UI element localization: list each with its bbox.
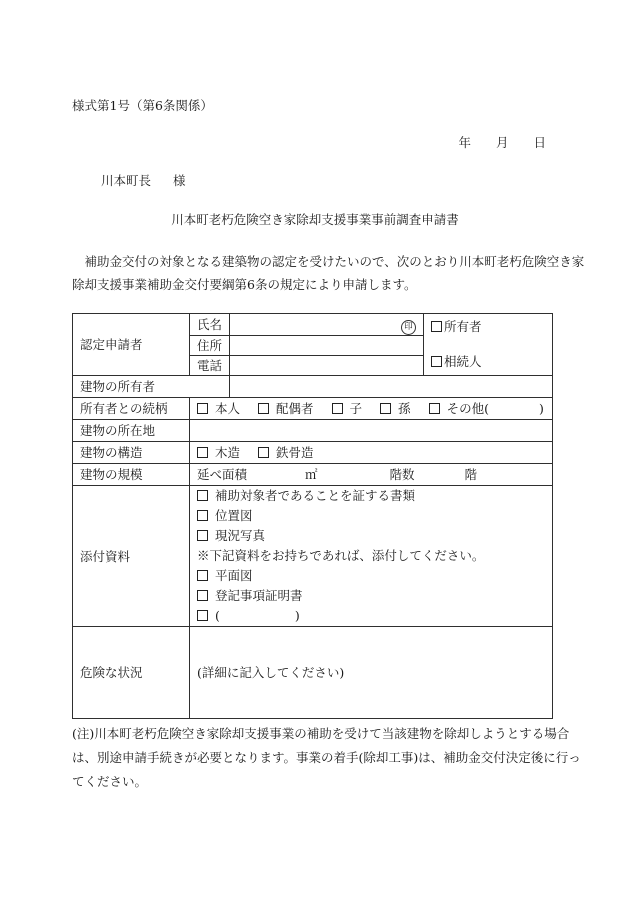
building-owner-field <box>230 375 553 397</box>
attachment-item-floor-plan: 平面図 <box>197 566 545 586</box>
footnote <box>72 722 581 794</box>
footnote-line-3: てください。 <box>72 774 148 789</box>
building-location-field <box>190 419 553 441</box>
floor-area-label: 延べ面積 <box>197 467 248 483</box>
applicant-role-heir <box>431 352 545 370</box>
checkbox-icon <box>380 403 391 414</box>
floors-unit: 階 <box>464 467 478 483</box>
applicant-name-field <box>230 314 424 336</box>
attachment-item-registry-certificate: 登記事項証明書 <box>197 586 545 606</box>
checkbox-icon <box>197 490 208 501</box>
footnote-line-1: (注)川本町老朽危険空き家除却支援事業の補助を受けて当該建物を除却しようとする場合 <box>72 726 570 741</box>
building-scale-label: 建物の規模 <box>73 463 190 485</box>
intro-line-2: 除却支援事業補助金交付要綱第6条の規定により申請します。 <box>72 277 417 292</box>
document-title: 川本町老朽危険空き家除却支援事業事前調査申請書 <box>171 212 459 227</box>
checkbox-icon <box>197 530 208 541</box>
building-structure-label: 建物の構造 <box>73 441 190 463</box>
relationship-option-other: その他( ) <box>429 399 544 417</box>
applicant-label: 認定申請者 <box>73 314 190 376</box>
relationship-label: 所有者との続柄 <box>73 397 190 419</box>
form-number: 様式第1号（第6条関係） <box>72 98 213 113</box>
floors-label: 階数 <box>389 467 415 483</box>
checkbox-icon <box>197 447 208 458</box>
attachments-label: 添付資料 <box>73 485 190 626</box>
applicant-role-owner-label: 所有者 <box>444 319 482 335</box>
relationship-options <box>190 397 553 419</box>
seal-text: 印 <box>404 322 413 332</box>
attachment-item-location-map: 位置図 <box>197 506 545 526</box>
applicant-phone-field <box>230 355 424 375</box>
applicant-address-field <box>230 335 424 355</box>
building-structure-options <box>190 441 553 463</box>
relationship-option-grandchild: 孫 <box>380 399 411 417</box>
addressee-honorific: 様 <box>173 173 186 188</box>
checkbox-icon <box>258 447 269 458</box>
relationship-option-child: 子 <box>332 399 363 417</box>
relationship-option-self: 本人 <box>197 399 240 417</box>
attachment-item-proof: 補助対象者であることを証する書類 <box>197 486 545 506</box>
intro-paragraph <box>72 250 584 296</box>
building-owner-label: 建物の所有者 <box>73 375 230 397</box>
structure-option-steel: 鉄骨造 <box>258 443 314 461</box>
floor-area-unit: ㎡ <box>305 467 318 483</box>
attachments-optional-note: ※下記資料をお持ちであれば、添付してください。 <box>197 547 485 563</box>
danger-status-field: (詳細に記入してください) <box>190 626 553 718</box>
applicant-phone-label: 電話 <box>190 355 230 375</box>
applicant-role-owner <box>431 317 545 335</box>
addressee-recipient: 川本町長 <box>101 173 152 188</box>
checkbox-icon <box>197 510 208 521</box>
application-form-table <box>72 313 553 719</box>
attachment-item-photo: 現況写真 <box>197 526 545 546</box>
checkbox-icon <box>429 403 440 414</box>
checkbox-icon <box>431 321 442 332</box>
footnote-line-2: は、別途申請手続きが必要となります。事業の着手(除却工事)は、補助金交付決定後に行っ <box>72 750 581 765</box>
relationship-option-spouse: 配偶者 <box>258 399 314 417</box>
seal-icon <box>401 320 416 335</box>
checkbox-icon <box>197 590 208 601</box>
applicant-role-heir-label: 相続人 <box>444 354 482 370</box>
checkbox-icon <box>431 356 442 367</box>
attachment-item-other: ( ) <box>197 606 545 626</box>
applicant-role-cell <box>424 314 553 376</box>
checkbox-icon <box>332 403 343 414</box>
addressee-line <box>101 171 186 189</box>
building-location-label: 建物の所在地 <box>73 419 190 441</box>
danger-status-label: 危険な状況 <box>73 626 190 718</box>
applicant-address-label: 住所 <box>190 335 230 355</box>
checkbox-icon <box>197 403 208 414</box>
attachments-list <box>190 485 553 626</box>
checkbox-icon <box>258 403 269 414</box>
intro-line-1: 補助金交付の対象となる建築物の認定を受けたいので、次のとおり川本町老朽危険空き家 <box>72 254 585 269</box>
structure-option-wood: 木造 <box>197 443 240 461</box>
building-scale-fields <box>190 463 553 485</box>
checkbox-icon <box>197 610 208 621</box>
applicant-name-label: 氏名 <box>190 314 230 336</box>
date-line: 年 月 日 <box>458 135 546 150</box>
checkbox-icon <box>197 570 208 581</box>
